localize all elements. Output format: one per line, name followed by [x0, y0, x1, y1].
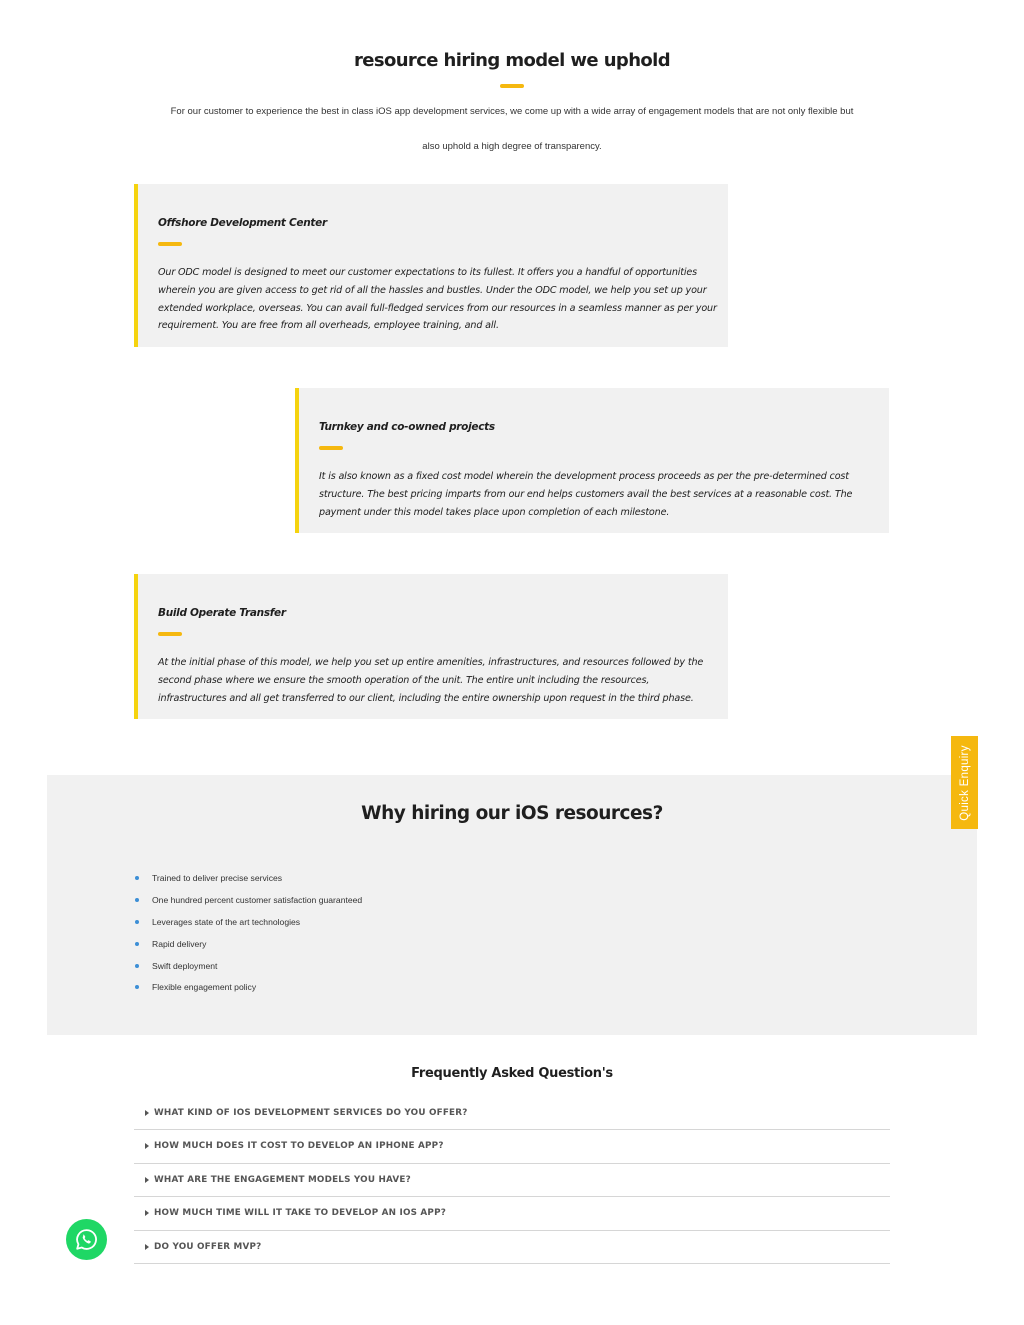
faq-question-ios-services[interactable] [134, 1097, 890, 1130]
bullet-icon [135, 985, 139, 989]
faq-question-mvp[interactable] [134, 1231, 890, 1264]
model-card-title: Build Operate Transfer [158, 607, 286, 619]
models-intro-line-1: For our customer to experience the best in class iOS app development services, we come up with a wide array of engagement models that are not only flexible but [170, 106, 854, 117]
caret-right-icon [145, 1177, 149, 1183]
card-title-underline [158, 242, 182, 246]
caret-right-icon [145, 1143, 149, 1149]
bullet-icon [135, 876, 139, 880]
model-card-build-operate-transfer [134, 574, 728, 719]
faq-question-label: HOW MUCH DOES IT COST TO DEVELOP AN IPHONE APP? [154, 1141, 444, 1152]
quick-enquiry-label: Quick Enquiry [958, 744, 971, 821]
faq-accordion [134, 1097, 890, 1264]
model-card-title: Offshore Development Center [158, 217, 327, 229]
card-title-underline [319, 446, 343, 450]
faq-question-label: WHAT ARE THE ENGAGEMENT MODELS YOU HAVE? [154, 1174, 411, 1185]
why-hiring-section [47, 775, 977, 1035]
models-section-title: resource hiring model we uphold [353, 50, 671, 71]
list-item-label: Leverages state of the art technologies [152, 916, 301, 927]
bullet-icon [135, 964, 139, 968]
whatsapp-button[interactable] [66, 1219, 107, 1260]
title-underline [500, 84, 524, 88]
whatsapp-icon [75, 1228, 98, 1251]
list-item [133, 981, 362, 1003]
model-card-offshore-development-center [134, 184, 728, 347]
model-card-title: Turnkey and co-owned projects [319, 421, 495, 433]
bullet-icon [135, 920, 139, 924]
list-item-label: Trained to deliver precise services [152, 873, 283, 883]
list-item [133, 894, 362, 916]
bullet-icon [135, 942, 139, 946]
list-item-label: Swift deployment [152, 960, 218, 971]
faq-question-development-time[interactable] [134, 1197, 890, 1230]
caret-right-icon [145, 1110, 149, 1116]
card-title-underline [158, 632, 182, 636]
bullet-icon [135, 898, 139, 902]
quick-enquiry-tab[interactable] [951, 736, 978, 829]
model-card-text: It is also known as a fixed cost model wherein the development process proceeds as per the pre-determined cost structure. The best pricing imparts from our end helps customers avail the best services at a reasonable cost. The payment under this model takes place upon completion of each milestone. [319, 471, 853, 518]
list-item [133, 872, 362, 894]
faq-question-label: DO YOU OFFER MVP? [154, 1241, 262, 1252]
faq-question-label: HOW MUCH TIME WILL IT TAKE TO DEVELOP AN IOS APP? [154, 1208, 447, 1219]
why-hiring-title: Why hiring our iOS resources? [361, 803, 663, 824]
list-item [133, 960, 362, 982]
models-intro-line-2: also uphold a high degree of transparency. [422, 141, 602, 152]
faq-question-engagement-models[interactable] [134, 1164, 890, 1197]
why-hiring-list [133, 872, 362, 1003]
faq-title: Frequently Asked Question's [411, 1066, 613, 1081]
caret-right-icon [145, 1244, 149, 1250]
model-card-text: Our ODC model is designed to meet our customer expectations to its fullest. It offers you a handful of opportunities wherein you are given access to get rid of all the hassles and bustles. Under the ODC model, we help you set up your extended workplace, overseas. You can avail full-fledged services from our resources in a seamless manner as per your requirement. You are free from all overheads, employee training, and all. [158, 267, 717, 332]
model-card-text: At the initial phase of this model, we help you set up entire amenities, infrastructures, and resources followed by the second phase where we ensure the smooth operation of the unit. The entire unit including the resources, infrastructures and all get transferred to our client, including the entire ownership upon request in the third phase. [158, 657, 704, 704]
list-item-label: Rapid delivery [152, 938, 207, 949]
list-item-label: One hundred percent customer satisfaction guaranteed [152, 894, 363, 905]
faq-question-label: WHAT KIND OF IOS DEVELOPMENT SERVICES DO YOU OFFER? [154, 1108, 468, 1118]
list-item-label: Flexible engagement policy [152, 982, 257, 993]
list-item [133, 938, 362, 960]
caret-right-icon [145, 1210, 149, 1216]
list-item [133, 916, 362, 938]
faq-question-iphone-app-cost[interactable] [134, 1130, 890, 1163]
model-card-turnkey-projects [295, 388, 889, 533]
